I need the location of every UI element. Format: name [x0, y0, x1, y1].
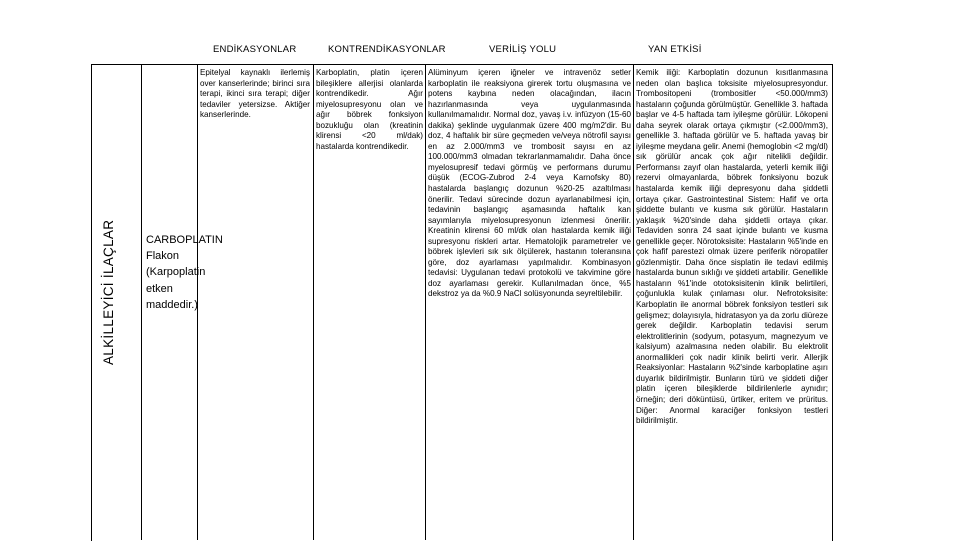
cell-route: Alüminyum içeren iğneler ve intravenöz setler karboplatin ile reaksiyona girerek tortu oluşmasına ve potens kaybına neden olacağından, ilacın hazırlanmasında veya uygulanmasında kullanılmamalıdır. Normal doz, yavaş i.v. infüzyon (15-60 dakika) şeklinde uygulanmak üzere 400 mg/m2'dir. Bu doz, 4 haftalık bir süre geçmeden ve/veya nötrofil sayısı en az 2.000/mm3 ve trombosit sayısı en az 100.000/mm3 olmadan tekrarlanmamalıdır. Daha önce myelosupresif tedavi görmüş ve performans durumu düşük (ECOG-Zubrod 2-4 veya Karnofsky 80) hastalarda başlangıç dozunun %20-25 azaltılması önerilir. Tedavi sürecinde dozun ayarlanabilmesi için, tedavinin başlangıç aşamasında haftalık kan sayımlarıyla miyelosupresyonun izlenmesi önerilir. Kreatinin klirensi 60 ml/dk olan hastalarda kemik iliği supresyonu riskleri artar. Hematolojik parametreler ve böbrek işlevleri sık sık ölçülerek, hastanın toleransına göre, doz ayarlaması yapılmalıdır. Kombinasyon tedavisi: Uygulanan tedavi protokolü ve takvimine göre doz ayarlaması gerekir. Kullanılmadan önce, %5 dekstroz ya da %0.9 NaCl solüsyonunda seyreltilebilir.	[428, 68, 631, 299]
header-contraindications: KONTRENDİKASYONLAR	[328, 44, 446, 55]
cell-contraindications: Karboplatin, platin içeren bileşiklere allerjisi olanlarda kontrendikedir. Ağır miyelosupresyonu olan ve ağır böbrek fonksiyon bozukluğu olan (kreatinin klirensi <20 ml/dak) hastalarda kontrendikedir.	[316, 68, 423, 151]
header-indications: ENDİKASYONLAR	[213, 44, 297, 55]
cell-side-effects: Kemik iliği: Karboplatin dozunun kısıtlanmasına neden olan başlıca toksisite miyelosupresyondur. Trombositopeni (trombositler <50.000/mm3) hastaların çoğunda görülmüştür. Genellikle 3. haftada başlar ve 4-5 haftada tam iyileşme görülür. Lökopeni daha seyrek olarak ortaya çıkmıştır (<2.000/mm3), genellikle 3. haftada görülür ve 5. haftada yavaş bir iyileşme meydana gelir. Anemi (hemoglobin <2 mg/dl) sık görülür ancak çok ağır nitelikli değildir. Performansı zayıf olan hastalarda, yeterli kemik iliği rezervi olmayanlarda, böbrek fonksiyonu bozuk hastalarda kemik iliği depresyonu daha şiddetli ortaya çıkar. Gastrointestinal Sistem: Hafif ve orta şiddette bulantı ve kusma sık görülür. Hastaların yaklaşık %20'sinde daha şiddetli ortaya çıkar. Tedaviden sonra 24 saat içinde bulantı ve kusma genellikle geçer. Nörotoksisite: Hastaların %5'inde en çok hafif parestezi olmak üzere periferik nöropatiler gözlenmiştir. Daha önce sisplatin ile tedavi edilmiş hastalarda bunun sıklığı ve şiddeti artabilir. Genellikle hastaların %1'inde ototoksisitenin klinik belirtileri, çoğunlukla kulak çınlaması olur. Nefrotoksisite: Karboplatin ile anormal böbrek fonksiyon testleri sık gelişmez; dolayısıyla, hidratasyon ya da zorlu diüreze gerek değildir. Karboplatin tedavisi serum elektrolitlerinin (sodyum, potasyum, magnezyum ve kalsiyum) azalmasına neden olabilir. Bu elektrolit anormallikleri çok nadir klinik belirti verir. Allerjik Reaksiyonlar: Hastaların %2'sinde karboplatine aşırı duyarlık bildirilmiştir. Bunların türü ve şiddeti diğer platin içeren bileşiklerde bildirilenlerle aynıdır; örneğin; deri döküntüsü, ürtiker, eritem ve prüritus. Diğer: Anormal karaciğer fonksiyon testleri bildirilmiştir.	[636, 68, 828, 426]
column-divider	[313, 64, 314, 540]
column-divider	[141, 64, 142, 540]
row-label-alkylating-drugs: ALKİLLEYİCİ İLAÇLAR	[101, 219, 116, 365]
cell-indications: Epitelyal kaynaklı ilerlemiş over kanserlerinde; birinci sıra terapi, ikinci sıra terapi; diğer tedaviler yetersizse. Aktiğer kanserlerinde.	[200, 68, 310, 120]
drug-name: CARBOPLATIN Flakon (Karpoplatin etken maddedir.)	[146, 234, 223, 311]
column-divider	[633, 64, 634, 540]
header-side-effects: YAN ETKİSİ	[648, 44, 702, 55]
column-divider	[425, 64, 426, 540]
header-route: VERİLİŞ YOLU	[489, 44, 557, 55]
